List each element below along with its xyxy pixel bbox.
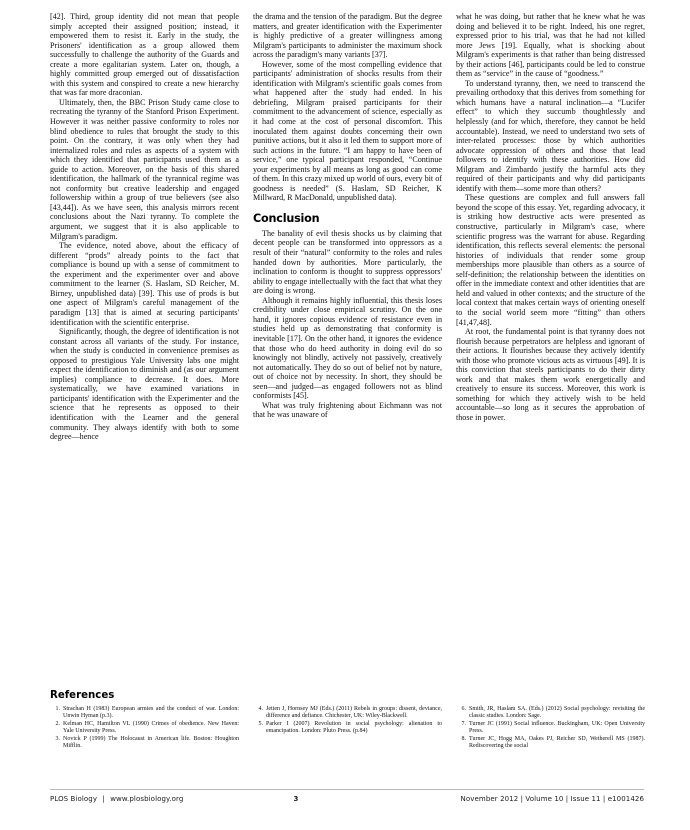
reference-number: 2.	[55, 720, 60, 727]
reference-item	[456, 721, 645, 735]
paragraph: Although it remains highly influential, this thesis loses credibility under close empirical scrutiny. On the one hand, it ignores copious evidence of resistance even in studies held up as demonstrating that conformity is inevitable [17]. On the other hand, it ignores the evidence that those who do heed authority in doing evil do so knowingly not blindly, actively not passively, creatively not automatically. They do so out of belief not by nature, out of choice not by necessity. In short, they should be seen—and judged—as engaged followers not as blind conformists [45].	[253, 295, 442, 401]
reference-number: 5.	[258, 720, 263, 727]
reference-item	[50, 721, 239, 735]
reference-number: 4.	[258, 706, 263, 712]
reference-number: 1.	[55, 706, 60, 712]
reference-text: Kelman HC, Hamilton VL (1990) Crimes of obedience. New Haven: Yale University Press.	[63, 720, 239, 735]
page-footer	[50, 795, 644, 803]
section-heading-conclusion: Conclusion	[253, 211, 320, 225]
reference-text: Turner JC (1991) Social influence. Buckingham, UK: Open University Press.	[469, 720, 645, 735]
reference-item	[253, 721, 442, 735]
reference-item	[253, 706, 442, 720]
paragraph: Ultimately, then, the BBC Prison Study came close to recreating the tyranny of the Stanford Prison Experiment. However it was neither passive conformity to roles nor blind obedience to rules that brought the study to this point. On the contrary, it was only when they had internalized roles and rules as aspects of a system with which they identified that participants used them as a guide to action. Moreover, on the basis of this shared identification, the hallmark of the tyrannical regime was not conformity but creative leadership and engaged followership within a group of true believers (see also [43,44]). As we have seen, this analysis mirrors recent conclusions about the Nazi tyranny. To complete the argument, we suggest that it is also applicable to Milgram's paradigm.	[50, 97, 239, 241]
reference-text: Turner JC, Hogg MA, Oakes PJ, Reicher SD, Wetherell MS (1987). Rediscovering the social	[469, 735, 645, 750]
reference-text: Parker I (2007) Revolution in social psychology: alienation to emancipation. London: Pluto Press. (p.84)	[266, 720, 442, 735]
paragraph: At root, the fundamental point is that tyranny does not flourish because perpetrators are helpless and ignorant of their actions. It flourishes because they actively identify with those who promote vicious acts as virtuous [49]. It is this conviction that steels participants to do their dirty work and that makes them work energetically and creatively to ensure its success. Moreover, this work is something for which they actively wish to be held accountable—so long as it secures the approbation of those in power.	[456, 327, 645, 422]
reference-item	[50, 736, 239, 750]
reference-number: 7.	[461, 720, 466, 727]
reference-text: Smith, JR, Haslam SA. (Eds.) (2012) Social psychology: revisiting the classic studies. London: Sage.	[469, 706, 645, 720]
footer-separator: |	[102, 795, 105, 803]
references-columns	[50, 706, 644, 751]
reference-text: Strachan H (1983) European armies and the conduct of war. London: Unwin Hyman (p.3).	[63, 706, 239, 720]
reference-item	[50, 706, 239, 720]
references-section	[50, 690, 644, 751]
paragraph: the drama and the tension of the paradigm. But the degree matters, and greater identification with the Experimenter is highly predictive of a greater willingness among Milgram's participants to administer the maximum shock across the paradigm's many variants [37].	[253, 12, 442, 60]
footer-journal-name: PLOS Biology	[50, 795, 98, 803]
paragraph: [42]. Third, group identity did not mean that people simply accepted their assigned position; instead, it empowered them to resist it. Early in the study, the Prisoners' identification as a group allowed them successfully to challenge the authority of the Guards and create a more egalitarian system. Later on, though, a highly committed group emerged out of dissatisfaction with this system and conspired to create a new hierarchy that was far more draconian.	[50, 12, 239, 98]
column-right	[456, 12, 645, 442]
reference-text: Jetten J, Hornsey MJ (Eds.) (2011) Rebels in groups: dissent, deviance, difference and defiance. Chichester, UK: Wiley-Blackwell.	[266, 706, 442, 720]
reference-item	[456, 736, 645, 750]
footer-issue-info: November 2012 | Volume 10 | Issue 11 | e1001426	[460, 795, 644, 803]
reference-number: 3.	[55, 735, 60, 742]
paragraph: These questions are complex and full answers fall beyond the scope of this essay. Yet, regarding advocacy, it is striking how destructive acts were presented as constructive, particularly in Milgram's case, where scientific progress was the warrant for abuse. Regarding identification, this reflects several elements: the personal histories of individuals that render some group memberships more plausible than others as a source of self-definition; the relationship between the identities on offer in the immediate context and other identities that are held and valued in other contexts; and the structure of the local context that makes certain ways of orienting oneself to the social world seem more “fitting” than others [41,47,48].	[456, 193, 645, 327]
paragraph: what he was doing, but rather that he knew what he was doing and believed it to be right. Indeed, his one regret, expressed prior to his trial, was that he had not killed more Jews [19]. Equally, what is shocking about Milgram's experiments is that rather than being distressed by their actions [46], participants could be led to construe them as “service” in the cause of “goodness.”	[456, 12, 645, 79]
footer-website[interactable]: www.plosbiology.org	[110, 795, 184, 803]
column-middle	[253, 12, 442, 442]
references-heading: References	[50, 690, 115, 701]
paragraph: The banality of evil thesis shocks us by claiming that decent people can be transformed into oppressors as a result of their “natural” conformity to the roles and rules handed down by authorities. More particularly, the inclination to conform is thought to suppress oppressors' ability to engage intellectually with the fact that what they are doing is wrong.	[253, 228, 442, 296]
column-left	[50, 12, 239, 442]
paragraph: The evidence, noted above, about the efficacy of different “prods” already points to the fact that compliance is bound up with a sense of commitment to the experiment and the experimenter over and above commitment to the learner (S. Haslam, SD Reicher, M. Birney, unpublished data) [39]. This use of prods is but one aspect of Milgram's careful management of the paradigm [13] that is aimed at securing participants' identification with the scientific enterprise.	[50, 241, 239, 327]
references-column-1	[50, 706, 239, 751]
paragraph: Significantly, though, the degree of identification is not constant across all variants of the study. For instance, when the study is conducted in convenience premises as opposed to prestigious Yale University labs one might expect the identification to diminish and (as our argument implies) compliance to decrease. It does. More systematically, we have examined variations in participants' identification with the Experimenter and the science that he represents as opposed to their identification with the Learner and the general community. They always identify with both to some degree—hence	[50, 327, 239, 442]
reference-text: Novick P (1999) The Holocaust in American life. Boston: Houghton Mifflin.	[63, 735, 239, 750]
paragraph: What was truly frightening about Eichmann was not that he was unaware of	[253, 400, 442, 420]
reference-number: 8.	[461, 735, 466, 742]
references-column-3	[456, 706, 645, 751]
footer-divider	[50, 789, 644, 790]
footer-page-number: 3	[293, 795, 299, 803]
references-column-2	[253, 706, 442, 751]
footer-journal-info	[50, 795, 183, 803]
reference-number: 6.	[461, 706, 466, 712]
reference-item	[456, 706, 645, 720]
article-body-columns	[50, 12, 644, 442]
paragraph: However, some of the most compelling evidence that participants' administration of shocks results from their identification with Milgram's scientific goals comes from what happened after the study had ended. In his debriefing, Milgram praised participants for their commitment to the advancement of science, especially as it had come at the cost of personal discomfort. This inoculated them against doubts concerning their own punitive actions, but it also it led them to support more of such actions in the future. “I am happy to have been of service,” one typical participant responded, “Continue your experiments by all means as long as good can come of them. In this crazy mixed up world of ours, every bit of goodness is needed” (S. Haslam, SD Reicher, K Millward, R MacDonald, unpublished data).	[253, 59, 442, 203]
paragraph: To understand tyranny, then, we need to transcend the prevailing orthodoxy that this derives from something for which humans have a natural inclination—a “Lucifer effect” to which they succumb thoughtlessly and helplessly (and for which, therefore, they cannot be held accountable). Instead, we need to understand two sets of inter-related processes: those by which authorities advocate oppression of others and those that lead followers to identify with these authorities. How did Milgram and Zimbardo justify the harmful acts they required of their participants and why did participants identify with them—some more than others?	[456, 78, 645, 193]
